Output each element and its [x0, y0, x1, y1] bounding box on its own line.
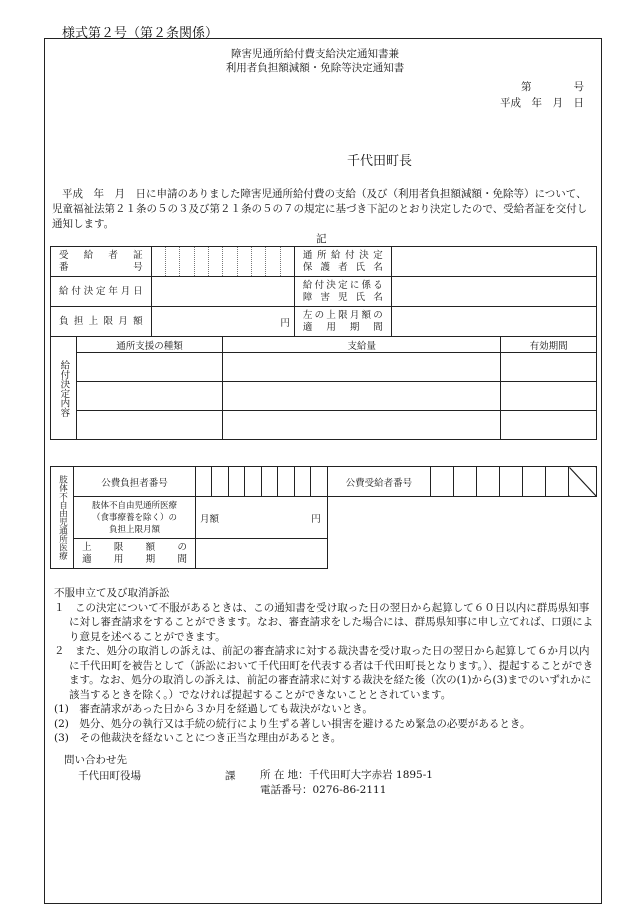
- limit-period-value[interactable]: [391, 307, 596, 337]
- ki-heading: 記: [316, 233, 327, 245]
- decision-date-value[interactable]: [151, 277, 294, 307]
- recipient-number-digit[interactable]: [280, 247, 294, 277]
- document-number: 第 号: [521, 81, 584, 93]
- recipient-public-digit-slashed: [569, 467, 597, 497]
- payer-number-digit[interactable]: [228, 467, 244, 497]
- col-valid-period: 有効期間: [501, 337, 597, 353]
- title-line-1: 障害児通所給付費支給決定通知書兼: [231, 48, 399, 60]
- recipient-number-digit[interactable]: [251, 247, 265, 277]
- col-service-type: 通所支援の種類: [76, 337, 222, 353]
- monthly-label: 月額: [200, 513, 220, 525]
- payer-number-digit[interactable]: [294, 467, 310, 497]
- yen-unit: 円: [311, 513, 321, 525]
- col-amount: 支給量: [223, 337, 501, 353]
- burden-limit-value[interactable]: [151, 307, 294, 337]
- recipient-public-number-label: 公費受給者番号: [327, 467, 430, 497]
- note-subitem: (2) 処分、処分の執行又は手続の続行により生ずる著しい損害を避けるため緊急の必要があるとき。: [54, 717, 531, 730]
- monthly-amount-value[interactable]: [196, 497, 328, 539]
- notes-heading: 不服申立て及び取消訴訟: [54, 587, 170, 599]
- note-item: １ この決定について不服があるときは、この通知書を受け取った日の翌日から起算して６０日以内に群馬県知事に対し審査請求をすることができます。なお、審査請求をした場合には、群馬県知事に申し立てれば、口頭により意見を述べることができます。: [54, 601, 594, 643]
- payer-number-digit[interactable]: [212, 467, 228, 497]
- contact-address-block: [260, 768, 433, 798]
- recipient-number-digit[interactable]: [165, 247, 179, 277]
- service-type-cell[interactable]: [76, 382, 222, 411]
- recipient-public-digit[interactable]: [477, 467, 500, 497]
- contact-phone: 電話番号：0276-86-2111: [260, 784, 387, 796]
- recipient-public-digit[interactable]: [523, 467, 546, 497]
- limit-period-label: 左の上限月額の 適 用 期 間: [294, 307, 391, 337]
- valid-period-cell[interactable]: [501, 411, 597, 440]
- recipient-number-digit[interactable]: [194, 247, 208, 277]
- amount-cell[interactable]: [223, 382, 501, 411]
- contact-section: 課: [225, 770, 236, 782]
- service-type-cell[interactable]: [76, 353, 222, 382]
- payer-number-digit[interactable]: [245, 467, 261, 497]
- contact-heading: 問い合わせ先: [64, 754, 127, 766]
- valid-period-cell[interactable]: [501, 353, 597, 382]
- blank-area: [327, 497, 596, 539]
- decision-date-label: 給付決定年月日: [51, 277, 152, 307]
- recipient-public-digit[interactable]: [431, 467, 454, 497]
- recipient-public-digit[interactable]: [500, 467, 523, 497]
- payer-number-digit[interactable]: [261, 467, 277, 497]
- form-number: 様式第２号（第２条関係）: [62, 26, 219, 41]
- decision-content-label: 給付決定内容: [51, 337, 77, 440]
- recipient-number-digit[interactable]: [223, 247, 237, 277]
- contact-address: 所 在 地：千代田町大字赤岩 1895-1: [260, 769, 433, 781]
- recipient-number-digit[interactable]: [151, 247, 165, 277]
- recipient-public-digit[interactable]: [454, 467, 477, 497]
- payer-number-digit[interactable]: [278, 467, 294, 497]
- note-subitem: (1) 審査請求があった日から３か月を経過しても裁決がないとき。: [54, 703, 373, 715]
- recipient-number-digit[interactable]: [208, 247, 222, 277]
- amount-cell[interactable]: [223, 411, 501, 440]
- payer-number-digit[interactable]: [196, 467, 212, 497]
- payer-number-label: 公費負担者番号: [74, 467, 196, 497]
- guardian-name-label: 通所給付決定 保 護 者 氏 名: [294, 247, 391, 277]
- recipient-number-digit[interactable]: [237, 247, 251, 277]
- limit-apply-period-label: 上 限 額 の 適 用 期 間: [74, 539, 196, 569]
- medical-table: [50, 466, 597, 569]
- service-type-cell[interactable]: [76, 411, 222, 440]
- limit-apply-period-value[interactable]: [196, 539, 328, 569]
- body-text: 平成 年 月 日に申請のありました障害児通所給付費の支給（及び（利用者負担額減額・免除等）について、児童福祉法第２１条の５の３及び第２１条の５の７の規定に基づき下記のとおり決定したので、受給者証を交付し通知します。: [52, 188, 588, 230]
- recipient-number-label: 受 給 者 証 番 号: [51, 247, 152, 277]
- valid-period-cell[interactable]: [501, 382, 597, 411]
- medical-limit-label: 肢体不自由児通所医療 （食事療養を除く）の 負担上限月額: [74, 497, 196, 539]
- child-name-label: 給付決定に係る 障 害 児 氏 名: [294, 277, 391, 307]
- medical-side-label: 肢体不自由児通所医療: [51, 467, 74, 569]
- document-date: 平成 年 月 日: [500, 97, 584, 109]
- child-name-value[interactable]: [391, 277, 596, 307]
- burden-limit-label: 負担上限月額: [51, 307, 152, 337]
- issuer-name: 千代田町長: [347, 154, 413, 169]
- yen-unit: 円: [280, 317, 290, 329]
- decision-table: [50, 246, 597, 440]
- title-line-2: 利用者負担額減額・免除等決定通知書: [225, 62, 405, 74]
- note-item: ２ また、処分の取消しの訴えは、前記の審査請求に対する裁決書を受け取った日の翌日から起算して６か月以内に千代田町を被告として（訴訟において千代田町を代表する者は千代田町長となります。）、提起することができます。なお、処分の取消しの訴えは、前記の審査請求に対する裁決を経た後（次の(1)から(3)までのいずれかに該当するときを除く。）でなければ提起することができないこととされています。: [54, 645, 594, 701]
- guardian-name-value[interactable]: [391, 247, 596, 277]
- blank-area: [327, 539, 596, 569]
- note-subitem: (3) その他裁決を経ないことにつき正当な理由があるとき。: [54, 732, 342, 744]
- recipient-public-digit[interactable]: [546, 467, 569, 497]
- recipient-number-digit[interactable]: [180, 247, 194, 277]
- payer-number-digit[interactable]: [311, 467, 327, 497]
- recipient-number-digit[interactable]: [266, 247, 280, 277]
- contact-office: 千代田町役場: [78, 770, 141, 782]
- appeal-notes: [54, 586, 599, 746]
- amount-cell[interactable]: [223, 353, 501, 382]
